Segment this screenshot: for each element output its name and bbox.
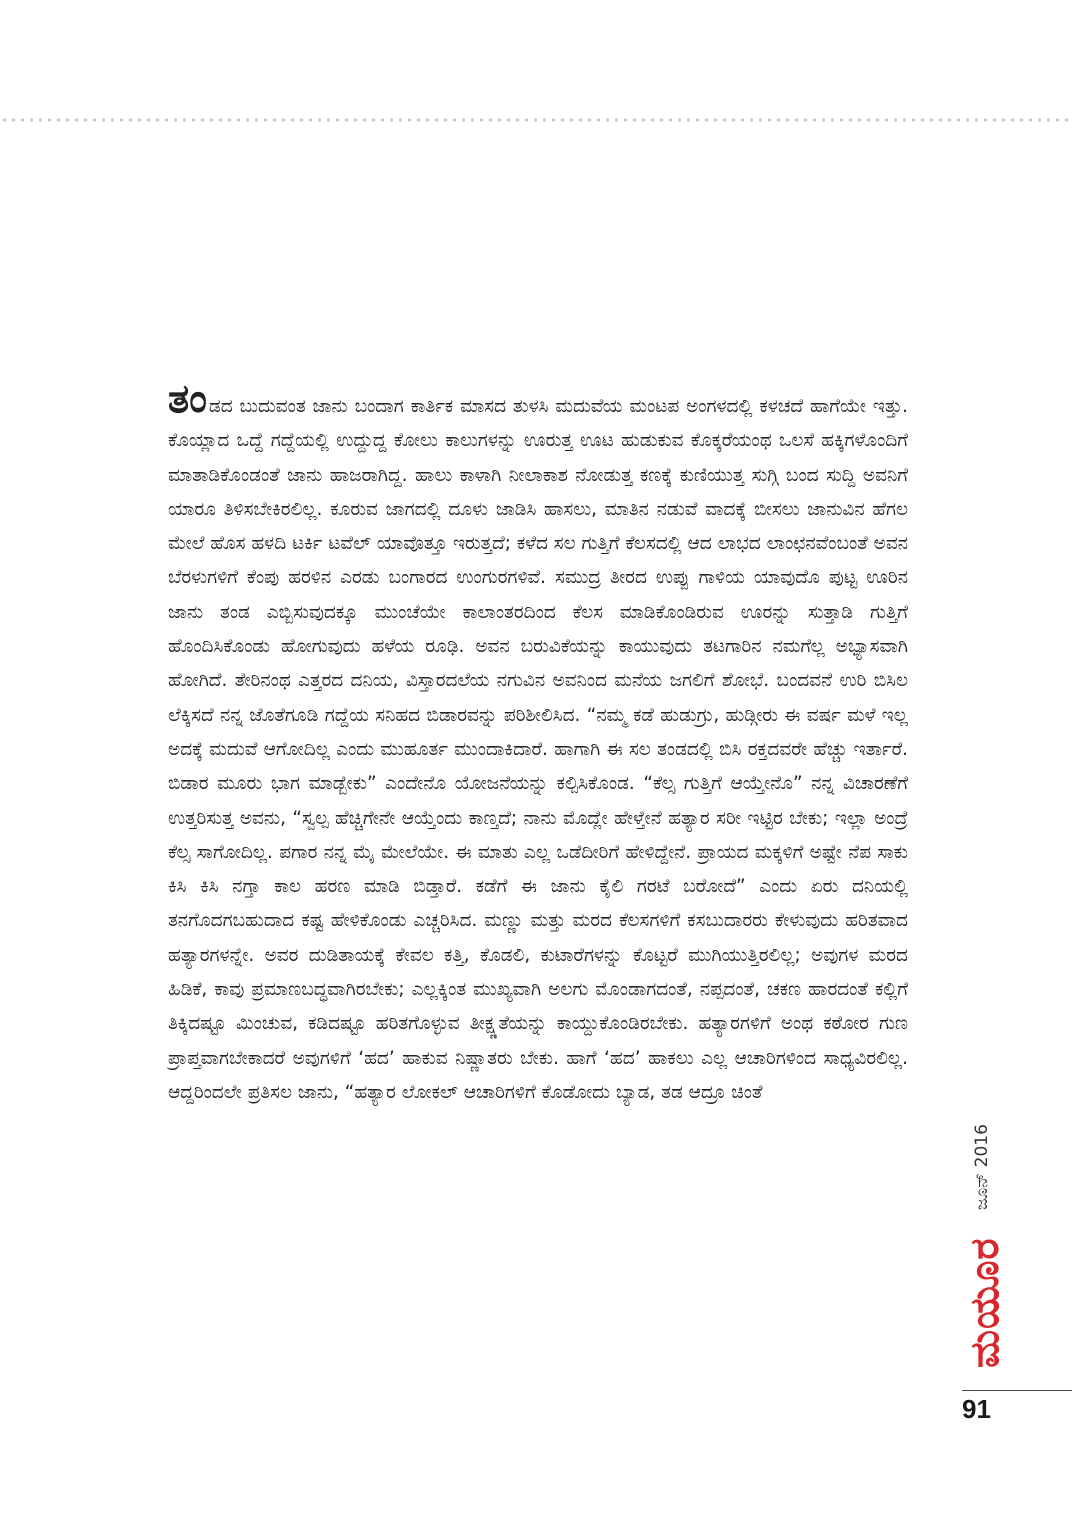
page-number: 91 bbox=[962, 1394, 991, 1424]
article-body bbox=[168, 376, 908, 1110]
dotted-header-rule bbox=[0, 118, 1072, 122]
issue-date: ಜೂನ್ 2016 bbox=[972, 1124, 992, 1210]
drop-cap: ತಂ bbox=[168, 376, 207, 422]
article-text: ಡದ ಬುದುವಂತ ಜಾನು ಬಂದಾಗ ಕಾರ್ತಿಕ ಮಾಸದ ತುಳಸಿ ಮದುವೆಯ ಮಂಟಪ ಅಂಗಳದಲ್ಲಿ ಕಳಚದೆ ಹಾಗೆಯೇ ಇತ್ತು. ಕೊಯ್ಲಾದ ಒದ್ದೆ ಗದ್ದೆಯಲ್ಲಿ ಉದ್ದುದ್ದ ಕೋಲು ಕಾಲುಗಳನ್ನು ಊರುತ್ತ ಊಟ ಹುಡುಕುವ ಕೊಕ್ಕರೆಯಂಥ ಒಲಸೆ ಹಕ್ಕಿಗಳೊಂದಿಗೆ ಮಾತಾಡಿಕೊಂಡಂತೆ ಜಾನು ಹಾಜರಾಗಿದ್ದ. ಹಾಲು ಕಾಳಾಗಿ ನೀಲಾಕಾಶ ನೋಡುತ್ತ ಕಣಕ್ಕೆ ಕುಣಿಯುತ್ತ ಸುಗ್ಗಿ ಬಂದ ಸುದ್ದಿ ಅವನಿಗೆ ಯಾರೂ ತಿಳಿಸಬೇಕಿರಲಿಲ್ಲ. ಕೂರುವ ಜಾಗದಲ್ಲಿ ದೂಳು ಜಾಡಿಸಿ ಹಾಸಲು, ಮಾತಿನ ನಡುವೆ ವಾದಕ್ಕೆ ಬೀಸಲು ಜಾನುವಿನ ಹೆಗಲ ಮೇಲೆ ಹೊಸ ಹಳದಿ ಟರ್ಕಿ ಟವೆಲ್ ಯಾವೊತ್ತೂ ಇರುತ್ತದೆ; ಕಳೆದ ಸಲ ಗುತ್ತಿಗೆ ಕೆಲಸದಲ್ಲಿ ಆದ ಲಾಭದ ಲಾಂಛನವೆಂಬಂತೆ ಅವನ ಬೆರಳುಗಳಿಗೆ ಕೆಂಪು ಹರಳಿನ ಎರಡು ಬಂಗಾರದ ಉಂಗುರಗಳಿವೆ. ಸಮುದ್ರ ತೀರದ ಉಪ್ಪು ಗಾಳಿಯ ಯಾವುದೊ ಪುಟ್ಟ ಊರಿನ ಜಾನು ತಂಡ ಎಬ್ಬಿಸುವುದಕ್ಕೂ ಮುಂಚೆಯೇ ಕಾಲಾಂತರದಿಂದ ಕೆಲಸ ಮಾಡಿಕೊಂಡಿರುವ ಊರನ್ನು ಸುತ್ತಾಡಿ ಗುತ್ತಿಗೆ ಹೊಂದಿಸಿಕೊಂಡು ಹೋಗುವುದು ಹಳೆಯ ರೂಢಿ. ಅವನ ಬರುವಿಕೆಯನ್ನು ಕಾಯುವುದು ತಟಗಾರಿನ ನಮಗೆಲ್ಲ ಅಭ್ಯಾಸವಾಗಿ ಹೋಗಿದೆ. ತೇರಿನಂಥ ಎತ್ತರದ ದನಿಯ, ವಿಸ್ತಾರದಲೆಯ ನಗುವಿನ ಅವನಿಂದ ಮನೆಯ ಜಗಲಿಗೆ ಶೋಭೆ. ಬಂದವನೆ ಉರಿ ಬಿಸಿಲ ಲೆಕ್ಕಿಸದೆ ನನ್ನ ಜೊತೆಗೂಡಿ ಗದ್ದೆಯ ಸನಿಹದ ಬಿಡಾರವನ್ನು ಪರಿಶೀಲಿಸಿದ. “ನಮ್ಮ ಕಡೆ ಹುಡುಗ್ರು, ಹುಡ್ಗೀರು ಈ ವರ್ಷ ಮಳೆ ಇಲ್ಲ ಅದಕ್ಕೆ ಮದುವೆ ಆಗೋದಿಲ್ಲ ಎಂದು ಮುಹೂರ್ತ ಮುಂದಾಕಿದಾರೆ. ಹಾಗಾಗಿ ಈ ಸಲ ತಂಡದಲ್ಲಿ ಬಿಸಿ ರಕ್ತದವರೇ ಹೆಚ್ಚು ಇರ್ತಾರೆ. ಬಿಡಾರ ಮೂರು ಭಾಗ ಮಾಡ್ಬೇಕು” ಎಂದೇನೊ ಯೋಜನೆಯನ್ನು ಕಲ್ಪಿಸಿಕೊಂಡ. “ಕೆಲ್ಸ ಗುತ್ತಿಗೆ ಆಯ್ತೇನೊ” ನನ್ನ ವಿಚಾರಣೆಗೆ ಉತ್ತರಿಸುತ್ತ ಅವನು, “ಸ್ವಲ್ಪ ಹೆಚ್ಚಿಗೇನೇ ಆಯ್ತೆಂದು ಕಾಣ್ತದೆ; ನಾನು ಮೊದ್ಲೇ ಹೇಳ್ತೇನೆ ಹತ್ಯಾರ ಸರೀ ಇಟ್ಟಿರ ಬೇಕು; ಇಲ್ಲಾ ಅಂದ್ರೆ ಕೆಲ್ಸ ಸಾಗೋದಿಲ್ಲ. ಪಗಾರ ನನ್ನ ಮೈ ಮೇಲೆಯೇ. ಈ ಮಾತು ಎಲ್ಲ ಒಡೆದೀರಿಗೆ ಹೇಳಿದ್ದೇನೆ. ಪ್ರಾಯದ ಮಕ್ಕಳಿಗೆ ಅಷ್ಟೇ ನೆಪ ಸಾಕು ಕಿಸಿ ಕಿಸಿ ನಗ್ತಾ ಕಾಲ ಹರಣ ಮಾಡಿ ಬಿಡ್ತಾರೆ. ಕಡೆಗೆ ಈ ಜಾನು ಕೈಲಿ ಗರಟೆ ಬರೋದೆ” ಎಂದು ಏರು ದನಿಯಲ್ಲಿ ತನಗೊದಗಬಹುದಾದ ಕಷ್ಟ ಹೇಳಿಕೊಂಡು ಎಚ್ಚರಿಸಿದ. ಮಣ್ಣು ಮತ್ತು ಮರದ ಕೆಲಸಗಳಿಗೆ ಕಸಬುದಾರರು ಕೇಳುವುದು ಹರಿತವಾದ ಹತ್ಯಾರಗಳನ್ನೇ. ಅವರ ದುಡಿತಾಯಕ್ಕೆ ಕೇವಲ ಕತ್ತಿ, ಕೊಡಲಿ, ಕುಟಾರೆಗಳನ್ನು ಕೊಟ್ಟರೆ ಮುಗಿಯುತ್ತಿರಲಿಲ್ಲ; ಅವುಗಳ ಮರದ ಹಿಡಿಕೆ, ಕಾವು ಪ್ರಮಾಣಬದ್ಧವಾಗಿರಬೇಕು; ಎಲ್ಲಕ್ಕಿಂತ ಮುಖ್ಯವಾಗಿ ಅಲಗು ಮೊಂಡಾಗದಂತೆ, ನಪ್ಪದಂತೆ, ಚಕಣ ಹಾರದಂತೆ ಕಲ್ಲಿಗೆ ತಿಕ್ಕಿದಷ್ಟೂ ಮಿಂಚುವ, ಕಡಿದಷ್ಟೂ ಹರಿತಗೊಳ್ಳುವ ತೀಕ್ಷ್ಣತೆಯನ್ನು ಕಾಯ್ದುಕೊಂಡಿರಬೇಕು. ಹತ್ಯಾರಗಳಿಗೆ ಅಂಥ ಕಠೋರ ಗುಣ ಪ್ರಾಪ್ತವಾಗಬೇಕಾದರೆ ಅವುಗಳಿಗೆ ‘ಹದ’ ಹಾಕುವ ನಿಷ್ಣಾತರು ಬೇಕು. ಹಾಗೆ ‘ಹದ’ ಹಾಕಲು ಎಲ್ಲ ಆಚಾರಿಗಳಿಂದ ಸಾಧ್ಯವಿರಲಿಲ್ಲ. ಆದ್ದರಿಂದಲೇ ಪ್ರತಿಸಲ ಜಾನು, “ಹತ್ಯಾರ ಲೋಕಲ್ ಆಚಾರಿಗಳಿಗೆ ಕೊಡೋದು ಬ್ಯಾಡ, ತಡ ಆದ್ರೂ ಚಿಂತೆ bbox=[168, 396, 908, 1103]
folio-divider bbox=[962, 1390, 1072, 1391]
magazine-name: ಮಯೂರ bbox=[962, 1237, 1008, 1368]
article-paragraph bbox=[168, 376, 908, 1110]
